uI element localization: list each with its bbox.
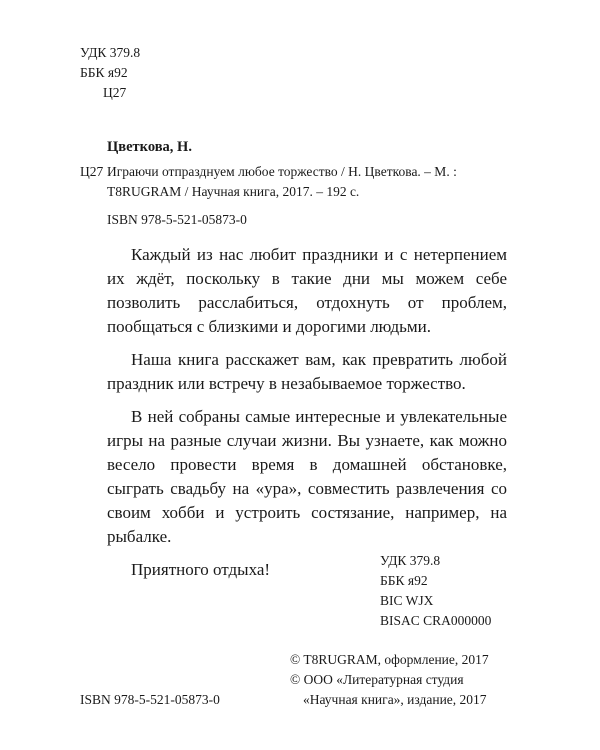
copyright-line-2: © ООО «Литературная студия — [290, 672, 464, 687]
author-mark: Ц27 — [103, 85, 127, 100]
copyright-line-3: «Научная книга», издание, 2017 — [303, 692, 487, 707]
catalog-author-mark: Ц27 — [80, 164, 104, 179]
annotation-paragraph-1: Каждый из нас любит праздники и с нетерпением их ждёт, поскольку в такие дни мы можем себе позволить расслабиться, отдохнуть от проблем, пообщаться с близкими и дорогими людьми. — [107, 245, 507, 336]
copyright-block — [290, 650, 489, 710]
bbk-code: ББК я92 — [80, 65, 128, 80]
catalog-description — [107, 162, 507, 202]
description-line-1: Играючи отпразднуем любое торжество / Н. Цветкова. – М. : — [107, 164, 457, 179]
footer-isbn: ISBN 978-5-521-05873-0 — [80, 692, 220, 707]
bisac-code: BISAC CRA000000 — [380, 613, 492, 628]
bic-code: BIC WJX — [380, 593, 434, 608]
annotation-paragraph-4: Приятного отдыха! — [131, 560, 271, 579]
classification-block — [380, 551, 491, 631]
book-author: Цветкова, Н. — [107, 139, 192, 155]
catalog-isbn: ISBN 978-5-521-05873-0 — [107, 212, 247, 227]
udk-code-2: УДК 379.8 — [380, 553, 441, 568]
description-line-2: T8RUGRAM / Научная книга, 2017. – 192 с. — [107, 184, 360, 199]
annotation — [107, 243, 507, 582]
annotation-paragraph-3: В ней собраны самые интересные и увлекательные игры на разные случаи жизни. Вы узнаете, как можно весело провести время в домашней обстановке, сыграть свадьбу на «ура», совместить развлечения со своим хобби и устроить состязание, например, на рыбалке. — [107, 407, 507, 546]
annotation-paragraph-2: Наша книга расскажет вам, как превратить любой праздник или встречу в незабываемое торжество. — [107, 350, 507, 393]
udk-code: УДК 379.8 — [80, 45, 141, 60]
copyright-line-1: © T8RUGRAM, оформление, 2017 — [290, 652, 489, 667]
top-classification-codes — [80, 43, 140, 103]
bbk-code-2: ББК я92 — [380, 573, 428, 588]
